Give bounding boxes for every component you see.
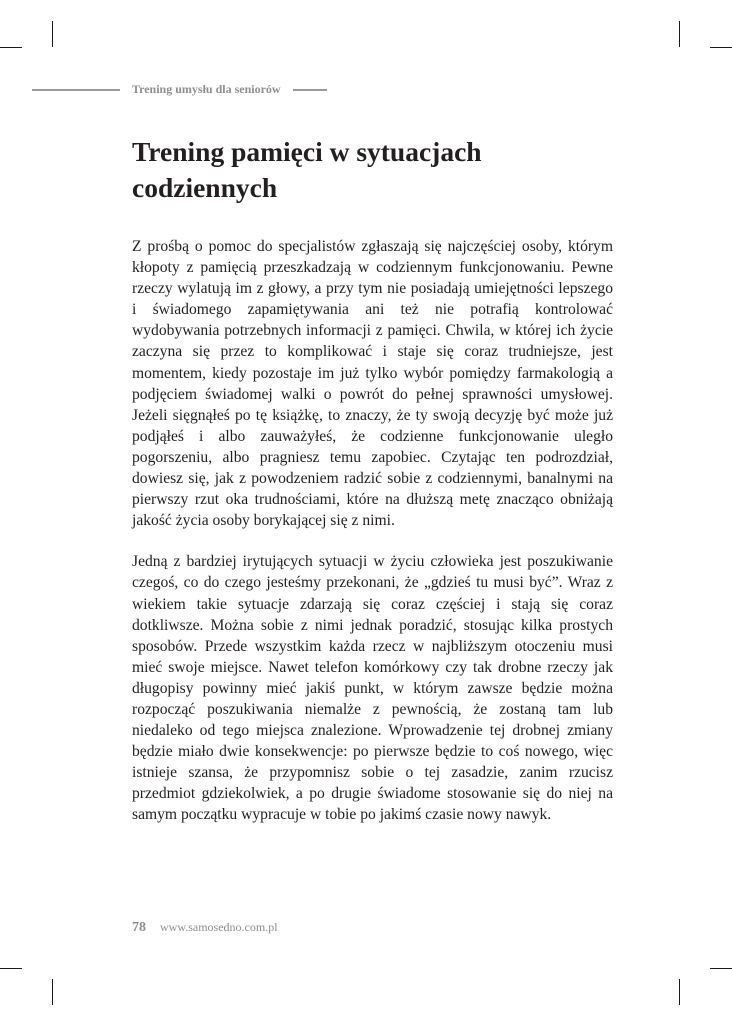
footer-url: www.samosedno.com.pl	[160, 920, 278, 934]
crop-mark	[679, 979, 680, 1005]
crop-mark	[710, 968, 732, 969]
header-rule	[293, 89, 327, 91]
page-number: 78	[132, 920, 146, 935]
crop-mark	[0, 968, 22, 969]
crop-mark	[52, 979, 53, 1005]
body-text	[132, 236, 613, 826]
running-header	[32, 82, 327, 97]
crop-mark	[0, 47, 22, 48]
header-rule	[32, 89, 120, 91]
chapter-title	[132, 134, 602, 206]
running-title: Trening umysłu dla seniorów	[132, 82, 281, 96]
chapter-title-line: Trening pamięci w sytuacjach	[132, 136, 482, 167]
chapter-title-line: codziennych	[132, 172, 278, 203]
crop-mark	[52, 21, 53, 47]
page-footer	[132, 918, 278, 936]
crop-mark	[679, 21, 680, 47]
crop-mark	[710, 47, 732, 48]
paragraph: Z prośbą o pomoc do specjalistów zgłaszają się najczęściej osoby, którym kłopoty z pamięcią przeszkadzają w codziennym funkcjonowaniu. Pewne rzeczy wylatują im z głowy, a przy tym nie posiadają umiejętności lepszego i świadomego zapamiętywania ani też nie potrafią kontrolować wydobywania potrzebnych informacji z pamięci. Chwila, w której ich życie zaczyna się przez to komplikować i staje się coraz trudniejsze, jest momentem, kiedy pozostaje im już tylko wybór pomiędzy farmakologią a podjęciem świadomej walki o powrót do pełnej sprawności umysłowej. Jeżeli sięgnąłeś po tę książkę, to znaczy, że ty swoją decyzję być może już podjąłeś i albo zauważyłeś, że codzienne funkcjonowanie uległo pogorszeniu, albo pragniesz temu zapobiec. Czytając ten podrozdział, dowiesz się, jak z powodzeniem radzić sobie z codziennymi, banalnymi na pierwszy rzut oka trudnościami, które na dłuższą metę znacząco obniżają jakość życia osoby borykającej się z nimi.	[132, 238, 613, 530]
paragraph: Jedną z bardziej irytujących sytuacji w życiu człowieka jest poszukiwanie czegoś, co do czego jesteśmy przekonani, że „gdzieś tu musi być”. Wraz z wiekiem takie sytuacje zdarzają się coraz częściej i stają się coraz dotkliwsze. Można sobie z nimi jednak poradzić, stosując kilka prostych sposobów. Przede wszystkim każda rzecz w najbliższym otoczeniu musi mieć swoje miejsce. Nawet telefon komórkowy czy tak drobne rzeczy jak długopisy powinny mieć jakiś punkt, w którym zawsze będzie można rozpocząć poszukiwania niemalże z pewnością, że zostaną tam lub niedaleko od tego miejsca znalezione. Wprowadzenie tej drobnej zmiany będzie miało dwie konsekwencje: po pierwsze będzie to coś nowego, więc istnieje szansa, że przypomnisz sobie o tej zasadzie, zanim rzucisz przedmiot gdziekolwiek, a po drugie świadome stosowanie się do niej na samym początku wypracuje w tobie po jakimś czasie nowy nawyk.	[132, 553, 613, 824]
